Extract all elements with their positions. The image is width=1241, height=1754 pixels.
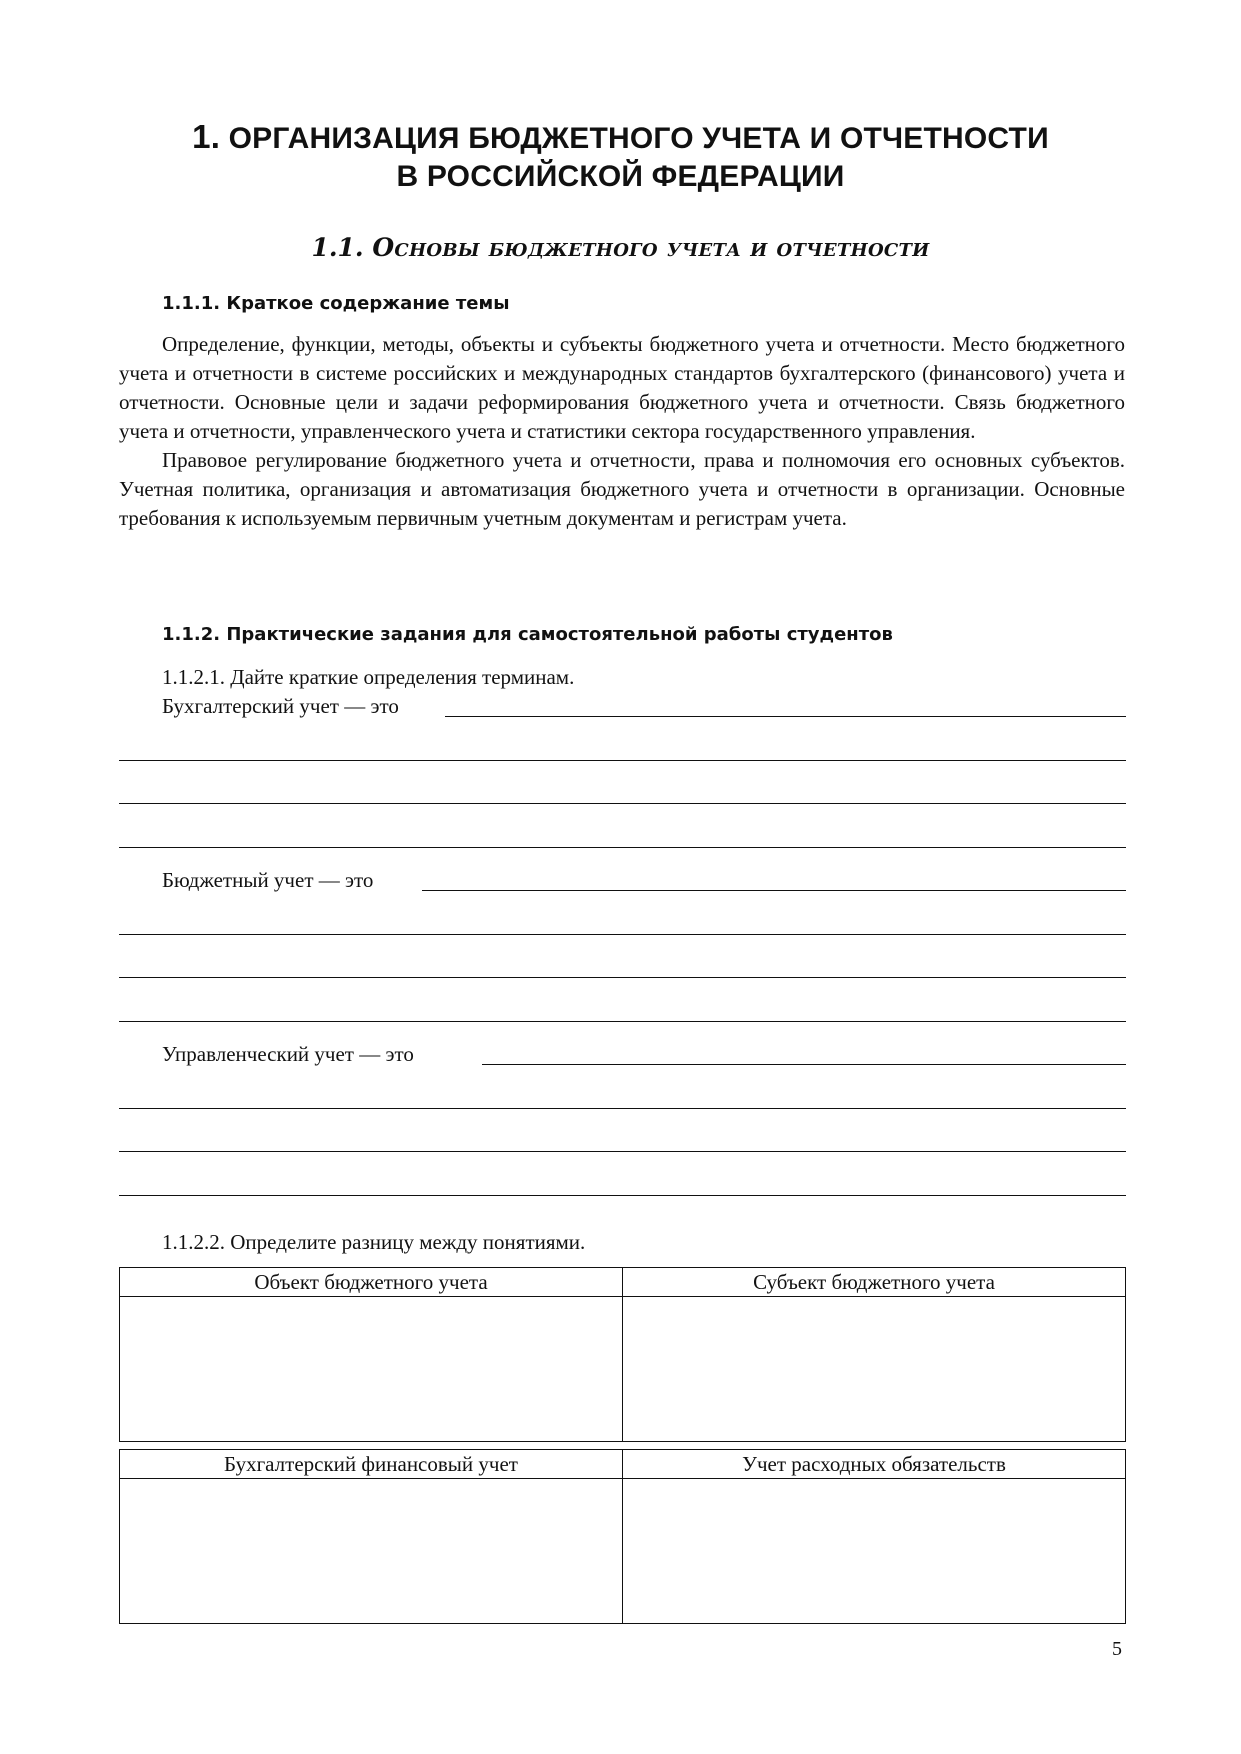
section-title [0, 232, 1241, 264]
summary-paragraph-1: Определение, функции, методы, объекты и субъекты бюджетного учета и отчетности. Место бюджетного учета и отчетности в системе российских и международных стандартов бухгалтерского (финансового) учета и отчетности. Основные цели и задачи реформирования бюджетного учета и отчетности. Связь бюджетного учета и отчетности, управленческого учета и статистики сектора государственного управления. [119, 332, 1125, 443]
task1-prompt: 1.1.2.1. Дайте краткие определения терминам. [162, 665, 575, 689]
summary-paragraph-2: Правовое регулирование бюджетного учета и отчетности, права и полномочия его основных субъектов. Учетная политика, организация и автоматизация бюджетного учета и отчетности в организации. Основные требования к используемым первичным учетным документам и регистрам учета. [119, 448, 1125, 530]
answer-line[interactable] [119, 934, 1126, 935]
table-header-cell: Бухгалтерский финансовый учет [120, 1450, 623, 1479]
term-management-label: Управленческий учет — это [162, 1042, 414, 1066]
answer-cell[interactable] [623, 1297, 1126, 1442]
term-accounting-label: Бухгалтерский учет — это [162, 694, 399, 718]
chapter-title-line1: 1. ОРГАНИЗАЦИЯ БЮДЖЕТНОГО УЧЕТА И ОТЧЕТНОСТИ [192, 118, 1049, 155]
answer-line[interactable] [119, 760, 1126, 761]
answer-line[interactable] [119, 977, 1126, 978]
table-header-row [120, 1268, 1126, 1297]
chapter-number: 1. [192, 118, 221, 155]
tasks-heading: 1.1.2. Практические задания для самостоятельной работы студентов [162, 624, 893, 645]
answer-line[interactable] [119, 1151, 1126, 1152]
table-row [120, 1297, 1126, 1442]
comparison-table-2 [119, 1449, 1126, 1624]
answer-line-term2[interactable] [422, 890, 1126, 891]
summary-heading: 1.1.1. Краткое содержание темы [162, 293, 510, 314]
answer-cell[interactable] [120, 1297, 623, 1442]
comparison-table-1 [119, 1267, 1126, 1442]
summary-body [119, 330, 1125, 533]
section-number: 1.1. [311, 233, 364, 262]
table-header-cell: Учет расходных обязательств [623, 1450, 1126, 1479]
page-number: 5 [1112, 1638, 1122, 1660]
table-row [120, 1479, 1126, 1624]
table-header-row [120, 1450, 1126, 1479]
task2-prompt: 1.1.2.2. Определите разницу между понятиями. [162, 1230, 586, 1254]
chapter-title [0, 118, 1241, 196]
answer-line-term3[interactable] [482, 1064, 1126, 1065]
answer-line[interactable] [119, 1108, 1126, 1109]
answer-line[interactable] [119, 847, 1126, 848]
table-header-cell: Субъект бюджетного учета [623, 1268, 1126, 1297]
answer-line[interactable] [119, 1021, 1126, 1022]
answer-cell[interactable] [120, 1479, 623, 1624]
chapter-title-line2: В РОССИЙСКОЙ ФЕДЕРАЦИИ [396, 160, 845, 193]
term-budget-label: Бюджетный учет — это [162, 868, 374, 892]
answer-cell[interactable] [623, 1479, 1126, 1624]
answer-line[interactable] [119, 1195, 1126, 1196]
answer-line[interactable] [119, 803, 1126, 804]
table-header-cell: Объект бюджетного учета [120, 1268, 623, 1297]
answer-line-term1[interactable] [445, 716, 1126, 717]
section-name: Основы бюджетного учета и отчетности [372, 233, 930, 262]
